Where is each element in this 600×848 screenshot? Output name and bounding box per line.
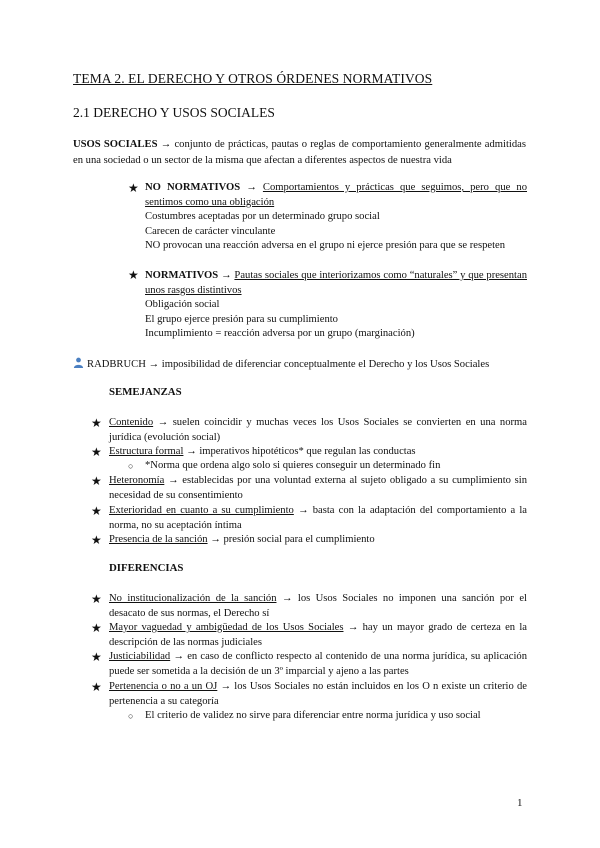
- intro-paragraph: [73, 137, 526, 169]
- diferencias-term: No institucionalización de la sanción: [109, 593, 277, 604]
- diferencias-text: → en caso de conflicto respecto al contenido de una norma jurídica, su aplicación puede ser sometida a la decisión de un 3º imparcial y ajeno a las partes: [109, 651, 527, 677]
- semejanzas-term: Estructura formal: [109, 446, 184, 457]
- diferencias-text: → hay un mayor grado de certeza en la descripción de las normas judiciales: [109, 622, 527, 648]
- star-bullet-icon: ★: [91, 474, 102, 488]
- intro-term: USOS SOCIALES: [73, 139, 158, 150]
- diferencias-text: → los Usos Sociales no imponen una sanción por el desacato de sus normas, el Derecho sí: [109, 593, 527, 619]
- normativos-line: El grupo ejerce presión para su cumplimiento: [145, 313, 338, 325]
- star-bullet-icon: ★: [91, 504, 102, 518]
- diferencias-text: → los Usos Sociales no están incluidos en los O n existe un criterio de pertenencia a su categoría: [109, 681, 527, 707]
- diferencias-subnote: El criterio de validez no sirve para diferenciar entre norma jurídica y uso social: [145, 710, 481, 721]
- normativos-line: Incumplimiento = reacción adversa por un grupo (marginación): [145, 328, 415, 339]
- diferencias-heading: DIFERENCIAS: [109, 562, 184, 574]
- semejanzas-subnote: *Norma que ordena algo solo si quieres conseguir un determinado fin: [145, 460, 441, 471]
- diferencias-item: [109, 621, 527, 650]
- star-bullet-icon: ★: [128, 181, 139, 195]
- semejanzas-item: [109, 416, 527, 445]
- star-bullet-icon: ★: [91, 533, 102, 547]
- diferencias-item: [109, 680, 527, 709]
- semejanzas-term: Presencia de la sanción: [109, 534, 208, 545]
- star-bullet-icon: ★: [91, 592, 102, 606]
- no-normativos-definition: Comportamientos y prácticas que seguimos, pero que no sentimos como una obligación: [145, 182, 528, 208]
- normativos-arrow: →: [221, 270, 232, 281]
- diferencias-item: [109, 592, 527, 621]
- radbruch-line: [73, 356, 533, 373]
- hollow-circle-icon: ○: [128, 461, 134, 471]
- normativos-definition: Pautas sociales que interiorizamos como “naturales” y que presentan unos rasgos distintivos: [145, 270, 527, 296]
- star-bullet-icon: ★: [91, 416, 102, 430]
- normativos-heading: [145, 269, 527, 298]
- normativos-block: [145, 269, 527, 342]
- semejanzas-text: → establecidas por una voluntad externa al sujeto obligado a su cumplimiento sin necesidad de su consentimiento: [109, 475, 527, 501]
- semejanzas-text: → basta con la adaptación del comportamiento a la norma, no su aceptación íntima: [109, 505, 527, 531]
- no-normativos-block: [145, 181, 527, 254]
- normativos-line: Obligación social: [145, 299, 220, 310]
- semejanzas-item: [109, 533, 527, 548]
- page-number: 1: [517, 797, 523, 809]
- intro-arrow: →: [160, 139, 172, 150]
- hollow-circle-icon: ○: [128, 711, 134, 721]
- no-normativos-line: Costumbres aceptadas por un determinado grupo social: [145, 211, 380, 222]
- star-bullet-icon: ★: [91, 621, 102, 635]
- radbruch-name: RADBRUCH: [87, 359, 146, 370]
- intro-text: conjunto de prácticas, pautas o reglas de comportamiento generalmente admitidas en una sociedad o un sector de la misma que afectan a diferentes aspectos de nuestra vida: [73, 139, 526, 166]
- diferencias-term: Mayor vaguedad y ambigüedad de los Usos Sociales: [109, 622, 344, 633]
- no-normativos-term: NO NORMATIVOS: [145, 182, 241, 193]
- diferencias-term: Justiciabilidad: [109, 651, 171, 662]
- semejanzas-term: Exterioridad en cuanto a su cumplimiento: [109, 505, 294, 516]
- diferencias-item: [109, 650, 527, 679]
- semejanzas-text: → imperativos hipotéticos* que regulan las conductas: [186, 446, 416, 457]
- page-title: TEMA 2. EL DERECHO Y OTROS ÓRDENES NORMATIVOS: [73, 71, 433, 86]
- star-bullet-icon: ★: [91, 445, 102, 459]
- no-normativos-arrow: →: [246, 182, 257, 193]
- semejanzas-term: Contenido: [109, 417, 154, 428]
- star-bullet-icon: ★: [128, 268, 139, 282]
- radbruch-text: imposibilidad de diferenciar conceptualmente el Derecho y los Usos Sociales: [161, 359, 490, 370]
- diferencias-term: Pertenencia o no a un OJ: [109, 681, 218, 692]
- semejanzas-text: → suelen coincidir y muchas veces los Usos Sociales se convierten en una norma jurídica (evolución social): [109, 417, 527, 443]
- star-bullet-icon: ★: [91, 650, 102, 664]
- star-bullet-icon: ★: [91, 680, 102, 694]
- semejanzas-text: → presión social para el cumplimiento: [210, 534, 375, 545]
- no-normativos-line: Carecen de carácter vinculante: [145, 225, 276, 237]
- no-normativos-heading: [145, 181, 527, 210]
- person-icon: [73, 357, 84, 368]
- semejanzas-heading: SEMEJANZAS: [109, 386, 182, 398]
- semejanzas-item: [109, 445, 527, 460]
- semejanzas-item: [109, 504, 527, 533]
- radbruch-arrow: →: [148, 359, 160, 370]
- semejanzas-term: Heteronomía: [109, 475, 165, 486]
- section-heading: 2.1 DERECHO Y USOS SOCIALES: [73, 105, 275, 120]
- no-normativos-line: NO provocan una reacción adversa en el grupo ni ejerce presión para que se respeten: [145, 240, 506, 251]
- normativos-term: NORMATIVOS: [145, 270, 219, 281]
- semejanzas-item: [109, 474, 527, 503]
